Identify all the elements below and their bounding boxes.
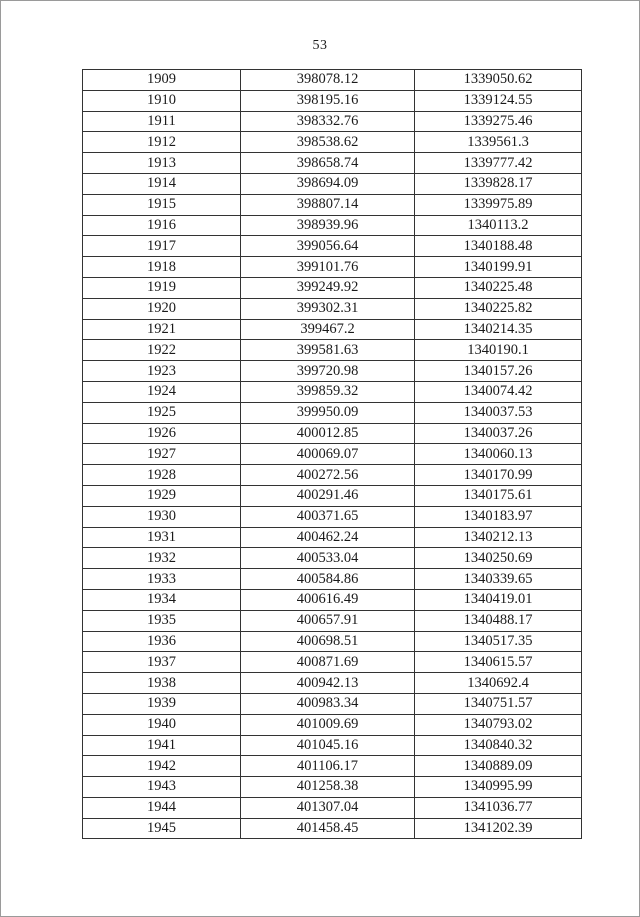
value-b-cell: 1339275.46	[415, 111, 582, 132]
value-a-cell: 398658.74	[241, 153, 415, 174]
value-a-cell: 400983.34	[241, 693, 415, 714]
value-a-cell: 399056.64	[241, 236, 415, 257]
value-a-cell: 401307.04	[241, 797, 415, 818]
value-b-cell: 1340995.99	[415, 777, 582, 798]
value-a-cell: 399249.92	[241, 277, 415, 298]
value-b-cell: 1340037.53	[415, 402, 582, 423]
value-a-cell: 400272.56	[241, 465, 415, 486]
table-row	[83, 381, 582, 402]
table-row	[83, 714, 582, 735]
table-row	[83, 756, 582, 777]
year-cell: 1914	[83, 173, 241, 194]
table-row	[83, 90, 582, 111]
table-row	[83, 673, 582, 694]
table-row	[83, 652, 582, 673]
year-cell: 1927	[83, 444, 241, 465]
table-row	[83, 173, 582, 194]
table-row	[83, 818, 582, 839]
value-a-cell: 400698.51	[241, 631, 415, 652]
value-b-cell: 1340074.42	[415, 381, 582, 402]
table-row	[83, 111, 582, 132]
value-b-cell: 1340339.65	[415, 569, 582, 590]
value-b-cell: 1340037.26	[415, 423, 582, 444]
year-cell: 1922	[83, 340, 241, 361]
table-row	[83, 569, 582, 590]
year-cell: 1929	[83, 485, 241, 506]
table-row	[83, 340, 582, 361]
value-b-cell: 1339124.55	[415, 90, 582, 111]
value-a-cell: 399720.98	[241, 361, 415, 382]
year-cell: 1936	[83, 631, 241, 652]
year-cell: 1939	[83, 693, 241, 714]
table-row	[83, 257, 582, 278]
table-row	[83, 361, 582, 382]
value-a-cell: 401458.45	[241, 818, 415, 839]
year-cell: 1910	[83, 90, 241, 111]
value-a-cell: 398694.09	[241, 173, 415, 194]
table-row	[83, 548, 582, 569]
year-cell: 1930	[83, 506, 241, 527]
year-cell: 1943	[83, 777, 241, 798]
year-cell: 1923	[83, 361, 241, 382]
table-row	[83, 777, 582, 798]
value-a-cell: 401258.38	[241, 777, 415, 798]
table-row	[83, 465, 582, 486]
value-b-cell: 1340751.57	[415, 693, 582, 714]
table-body	[83, 70, 582, 839]
year-cell: 1918	[83, 257, 241, 278]
value-a-cell: 398332.76	[241, 111, 415, 132]
year-cell: 1940	[83, 714, 241, 735]
value-b-cell: 1339777.42	[415, 153, 582, 174]
value-b-cell: 1340113.2	[415, 215, 582, 236]
value-a-cell: 398538.62	[241, 132, 415, 153]
value-b-cell: 1340170.99	[415, 465, 582, 486]
year-cell: 1938	[83, 673, 241, 694]
value-b-cell: 1339828.17	[415, 173, 582, 194]
table-row	[83, 735, 582, 756]
value-b-cell: 1340190.1	[415, 340, 582, 361]
table-row	[83, 610, 582, 631]
table-row	[83, 194, 582, 215]
value-a-cell: 400069.07	[241, 444, 415, 465]
value-a-cell: 400533.04	[241, 548, 415, 569]
value-a-cell: 398195.16	[241, 90, 415, 111]
page-number: 53	[312, 38, 328, 53]
year-cell: 1935	[83, 610, 241, 631]
year-cell: 1931	[83, 527, 241, 548]
table-row	[83, 236, 582, 257]
value-a-cell: 400371.65	[241, 506, 415, 527]
year-cell: 1932	[83, 548, 241, 569]
value-b-cell: 1340225.82	[415, 298, 582, 319]
year-cell: 1909	[83, 70, 241, 91]
value-a-cell: 398807.14	[241, 194, 415, 215]
table-row	[83, 506, 582, 527]
value-b-cell: 1340250.69	[415, 548, 582, 569]
value-a-cell: 401106.17	[241, 756, 415, 777]
value-b-cell: 1340615.57	[415, 652, 582, 673]
value-a-cell: 399950.09	[241, 402, 415, 423]
year-cell: 1928	[83, 465, 241, 486]
year-cell: 1917	[83, 236, 241, 257]
year-cell: 1915	[83, 194, 241, 215]
value-a-cell: 400462.24	[241, 527, 415, 548]
value-b-cell: 1340183.97	[415, 506, 582, 527]
value-a-cell: 399859.32	[241, 381, 415, 402]
year-cell: 1921	[83, 319, 241, 340]
value-a-cell: 398939.96	[241, 215, 415, 236]
value-a-cell: 400942.13	[241, 673, 415, 694]
year-cell: 1911	[83, 111, 241, 132]
value-b-cell: 1339050.62	[415, 70, 582, 91]
year-cell: 1925	[83, 402, 241, 423]
table-row	[83, 298, 582, 319]
year-cell: 1913	[83, 153, 241, 174]
year-cell: 1944	[83, 797, 241, 818]
value-b-cell: 1340188.48	[415, 236, 582, 257]
year-cell: 1920	[83, 298, 241, 319]
year-cell: 1942	[83, 756, 241, 777]
table-row	[83, 527, 582, 548]
year-cell: 1916	[83, 215, 241, 236]
value-b-cell: 1340157.26	[415, 361, 582, 382]
value-b-cell: 1340060.13	[415, 444, 582, 465]
value-a-cell: 399101.76	[241, 257, 415, 278]
year-cell: 1945	[83, 818, 241, 839]
value-a-cell: 401009.69	[241, 714, 415, 735]
value-a-cell: 399581.63	[241, 340, 415, 361]
table-row	[83, 153, 582, 174]
value-b-cell: 1339975.89	[415, 194, 582, 215]
value-a-cell: 400291.46	[241, 485, 415, 506]
value-b-cell: 1341036.77	[415, 797, 582, 818]
value-b-cell: 1340793.02	[415, 714, 582, 735]
value-a-cell: 399302.31	[241, 298, 415, 319]
value-b-cell: 1340225.48	[415, 277, 582, 298]
table-row	[83, 797, 582, 818]
value-a-cell: 400657.91	[241, 610, 415, 631]
value-a-cell: 400584.86	[241, 569, 415, 590]
value-a-cell: 401045.16	[241, 735, 415, 756]
table-row	[83, 402, 582, 423]
value-a-cell: 400616.49	[241, 589, 415, 610]
table-row	[83, 132, 582, 153]
year-cell: 1933	[83, 569, 241, 590]
year-cell: 1924	[83, 381, 241, 402]
value-a-cell: 399467.2	[241, 319, 415, 340]
table-row	[83, 631, 582, 652]
value-b-cell: 1339561.3	[415, 132, 582, 153]
table-row	[83, 423, 582, 444]
value-b-cell: 1340517.35	[415, 631, 582, 652]
value-b-cell: 1340199.91	[415, 257, 582, 278]
table-row	[83, 319, 582, 340]
data-table	[82, 69, 582, 839]
value-b-cell: 1340488.17	[415, 610, 582, 631]
value-b-cell: 1341202.39	[415, 818, 582, 839]
year-cell: 1912	[83, 132, 241, 153]
value-a-cell: 400871.69	[241, 652, 415, 673]
table-row	[83, 485, 582, 506]
value-b-cell: 1340692.4	[415, 673, 582, 694]
value-a-cell: 398078.12	[241, 70, 415, 91]
value-a-cell: 400012.85	[241, 423, 415, 444]
year-cell: 1941	[83, 735, 241, 756]
table-row	[83, 589, 582, 610]
table-row	[83, 444, 582, 465]
table-row	[83, 277, 582, 298]
table-row	[83, 693, 582, 714]
table-row	[83, 215, 582, 236]
year-cell: 1934	[83, 589, 241, 610]
value-b-cell: 1340840.32	[415, 735, 582, 756]
value-b-cell: 1340214.35	[415, 319, 582, 340]
table-row	[83, 70, 582, 91]
year-cell: 1919	[83, 277, 241, 298]
value-b-cell: 1340175.61	[415, 485, 582, 506]
year-cell: 1926	[83, 423, 241, 444]
year-cell: 1937	[83, 652, 241, 673]
value-b-cell: 1340212.13	[415, 527, 582, 548]
value-b-cell: 1340889.09	[415, 756, 582, 777]
value-b-cell: 1340419.01	[415, 589, 582, 610]
